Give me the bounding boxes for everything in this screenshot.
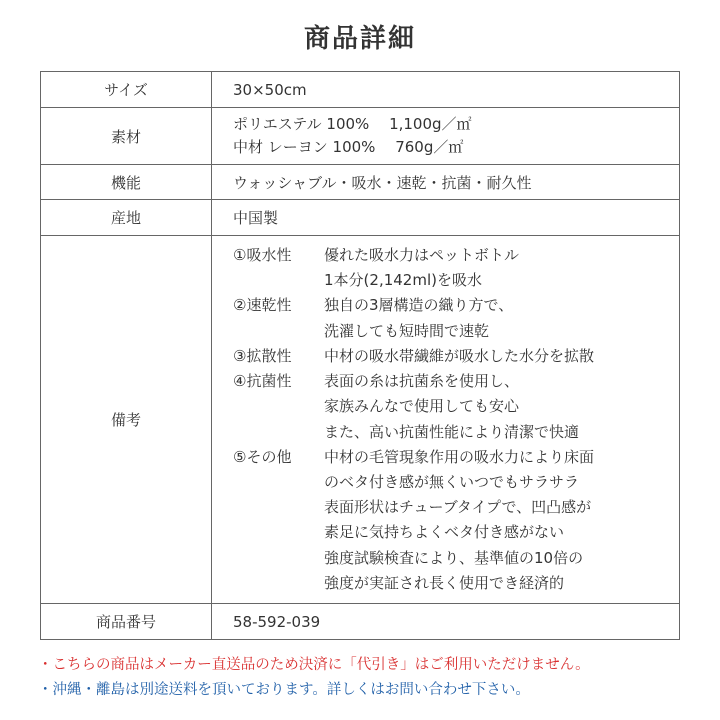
remark-heading <box>233 470 324 495</box>
remark-text: 強度が実証され長く使用でき経済的 <box>324 573 565 592</box>
product-number-label: 商品番号 <box>41 604 212 640</box>
size-value: 30×50cm <box>212 72 680 108</box>
remark-text: 中材の毛管現象作用の吸水力により床面 <box>324 447 595 466</box>
remark-line <box>233 268 679 293</box>
remark-text: 1本分(2,142ml)を吸水 <box>324 271 482 290</box>
remark-text: また、高い抗菌性能により清潔で快適 <box>324 422 580 441</box>
product-number-value: 58-592-039 <box>212 604 680 640</box>
remark-line <box>233 420 679 445</box>
remark-heading <box>233 520 324 545</box>
function-label: 機能 <box>41 165 212 200</box>
remark-text: 素足に気持ちよくベタ付き感がない <box>324 523 565 542</box>
remark-heading: ④抗菌性 <box>233 372 292 391</box>
remark-heading <box>233 268 324 293</box>
size-label: サイズ <box>41 72 212 108</box>
remarks-label: 備考 <box>41 236 212 604</box>
remark-line <box>233 293 679 318</box>
table-row-function <box>41 165 680 200</box>
remark-line <box>233 344 679 369</box>
origin-value: 中国製 <box>212 200 680 236</box>
table-row-origin <box>41 200 680 236</box>
material-value <box>212 108 680 165</box>
page-title: 商品詳細 <box>303 24 416 54</box>
remark-line <box>233 470 679 495</box>
remark-line <box>233 369 679 394</box>
remark-text: 優れた吸水力はペットボトル <box>324 246 520 265</box>
remark-line <box>233 571 679 596</box>
table-row-material <box>41 108 680 165</box>
remark-line <box>233 243 679 268</box>
remark-text: 洗濯しても短時間で速乾 <box>324 321 490 340</box>
remark-text: 表面の糸は抗菌糸を使用し、 <box>324 372 520 391</box>
table-row-product-number <box>41 604 680 640</box>
remark-line <box>233 445 679 470</box>
remark-text: のベタ付き感が無くいつでもサラサラ <box>324 472 580 491</box>
remark-text: 中材の吸水帯繊維が吸水した水分を拡散 <box>324 346 595 365</box>
remarks-value <box>212 236 680 604</box>
remark-heading <box>233 319 324 344</box>
material-line: ポリエステル 100% 1,100g／㎡ <box>233 115 472 133</box>
remark-line <box>233 394 679 419</box>
table-row-remarks <box>41 236 680 604</box>
remark-heading <box>233 394 324 419</box>
remark-line <box>233 319 679 344</box>
remark-heading <box>233 571 324 596</box>
remark-text: 家族みんなで使用しても安心 <box>324 397 520 416</box>
remark-heading: ⑤その他 <box>233 447 292 466</box>
remark-text: 表面形状はチューブタイプで、凹凸感が <box>324 498 592 517</box>
remark-heading <box>233 495 324 520</box>
remark-heading: ③拡散性 <box>233 346 292 365</box>
product-spec-table <box>40 71 680 640</box>
table-row-size <box>41 72 680 108</box>
origin-label: 産地 <box>41 200 212 236</box>
material-line: 中材 レーヨン 100% 760g／㎡ <box>233 138 464 156</box>
remark-heading: ①吸水性 <box>233 246 292 265</box>
remark-line <box>233 546 679 571</box>
remark-heading <box>233 546 324 571</box>
cod-notice: ・こちらの商品はメーカー直送品のため決済に「代引き」はご利用いただけません。 <box>38 657 590 673</box>
remark-line <box>233 495 679 520</box>
material-label: 素材 <box>41 108 212 165</box>
remark-text: 強度試験検査により、基準値の10倍の <box>324 548 584 567</box>
function-value: ウォッシャブル・吸水・速乾・抗菌・耐久性 <box>212 165 680 200</box>
remark-text: 独自の3層構造の織り方で、 <box>324 296 514 315</box>
remark-heading: ②速乾性 <box>233 296 292 315</box>
remark-heading <box>233 420 324 445</box>
shipping-notice: ・沖縄・離島は別途送料を頂いております。詳しくはお問い合わせ下さい。 <box>38 682 530 698</box>
remark-line <box>233 520 679 545</box>
